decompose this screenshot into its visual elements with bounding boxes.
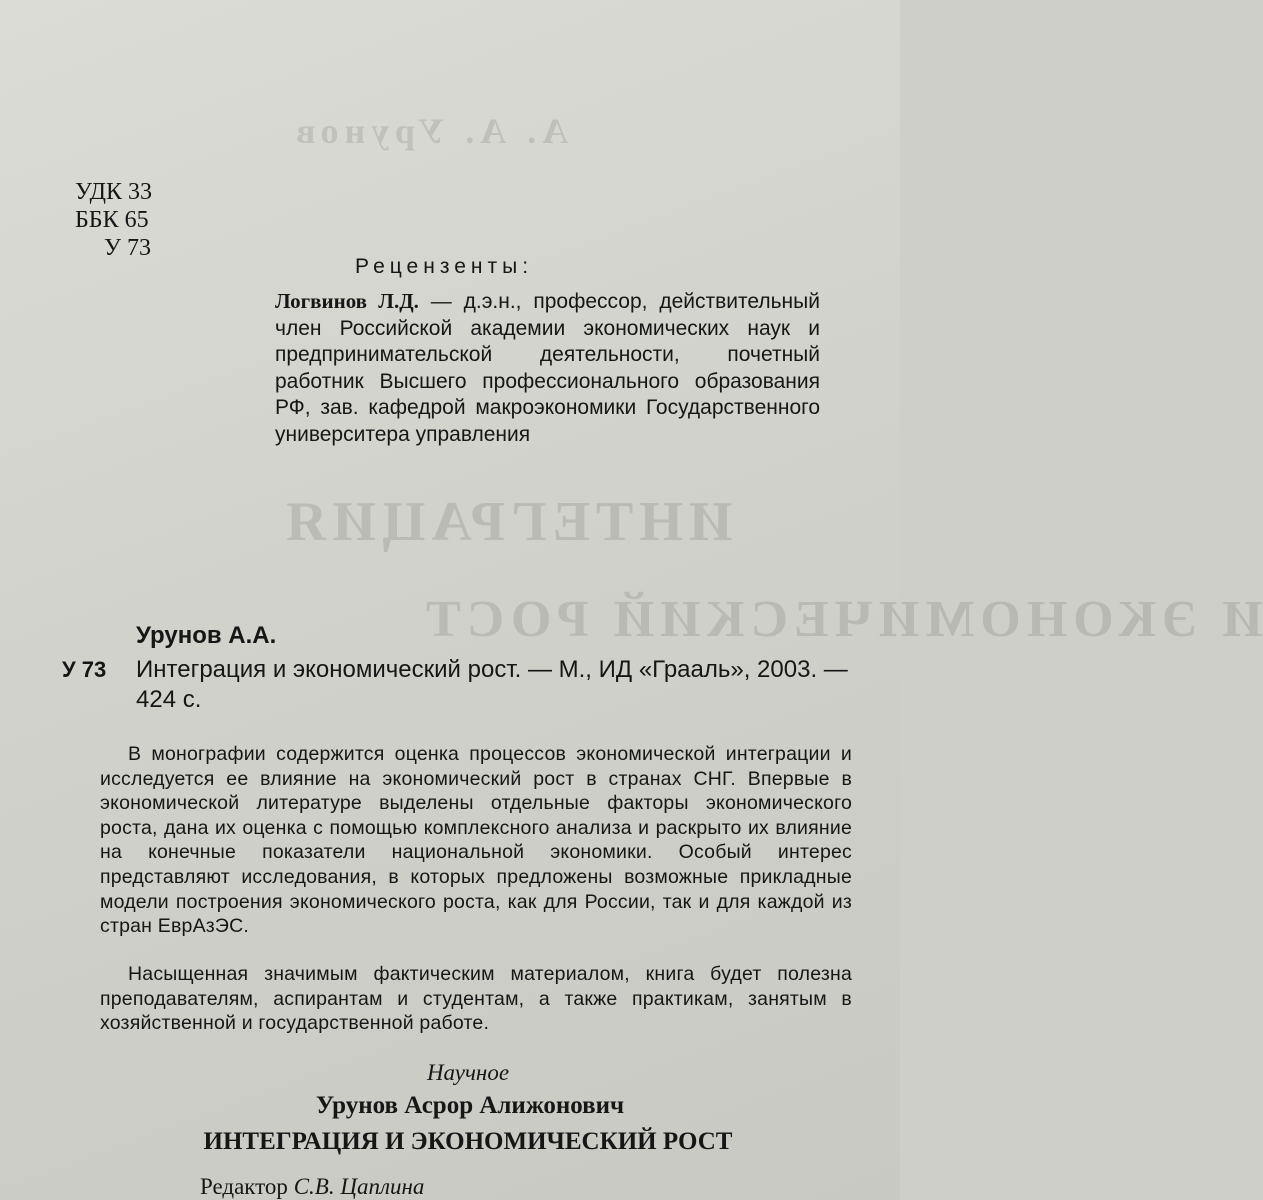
- editor-label: Редактор: [200, 1174, 288, 1199]
- editor-name: С.В. Цаплина: [293, 1174, 425, 1199]
- abstract-paragraph: Насыщенная значимым фактическим материалом, книга будет полезна преподавателям, аспирантам и студентам, а также практикам, занятым в хозяйственной и государственной работе.: [100, 963, 852, 1035]
- author-mark: У 73: [104, 235, 151, 261]
- udk-code: УДК 33: [75, 179, 152, 205]
- catalog-citation: Интеграция и экономический рост. — М., ИД «Грааль», 2003. — 424 с.: [136, 656, 848, 713]
- bleed-through-title-line2: И ЭКОНОМИЧЕСКИЙ РОСТ: [420, 591, 1263, 648]
- bleed-through-title-line1: ИНТЕГРАЦИЯ: [280, 491, 733, 553]
- imprint-title: ИНТЕГРАЦИЯ И ЭКОНОМИЧЕСКИЙ РОСТ: [203, 1128, 733, 1155]
- bbk-code: ББК 65: [75, 207, 149, 233]
- imprint-author: Урунов Асрор Алижонович: [315, 1092, 625, 1119]
- catalog-author: Урунов А.А.: [136, 622, 277, 649]
- abstract-paragraph: В монографии содержится оценка процессов экономической интеграции и исследуется ее влияние на экономический рост в странах СНГ. Впервые в экономической литературе выделены отдельные факторы экономического роста, дана их оценка с помощью комплексного анализа и раскрыто их влияние на конечные показатели национальной экономики. Особый интерес представляют исследования, в которых предложены возможные прикладные модели построения экономического роста, как для России, так и для каждой из стран ЕврАзЭС.: [100, 743, 852, 938]
- reviewer-entry: [275, 288, 820, 448]
- reviewer-description: — д.э.н., профессор, действительный член Российской академии экономических наук и предпринимательской деятельности, почетный работник Высшего профессионального образования РФ, зав. кафедрой макроэкономики Государственного университера управления: [275, 290, 820, 446]
- catalog-code: У 73: [62, 657, 107, 682]
- editor-line: [200, 1174, 424, 1200]
- genre-label: Научное: [426, 1060, 510, 1085]
- reviewers-heading: Рецензенты:: [355, 255, 534, 278]
- bleed-through-author: А. А. Урунов: [290, 111, 569, 151]
- reviewer-name: Логвинов Л.Д.: [275, 289, 419, 313]
